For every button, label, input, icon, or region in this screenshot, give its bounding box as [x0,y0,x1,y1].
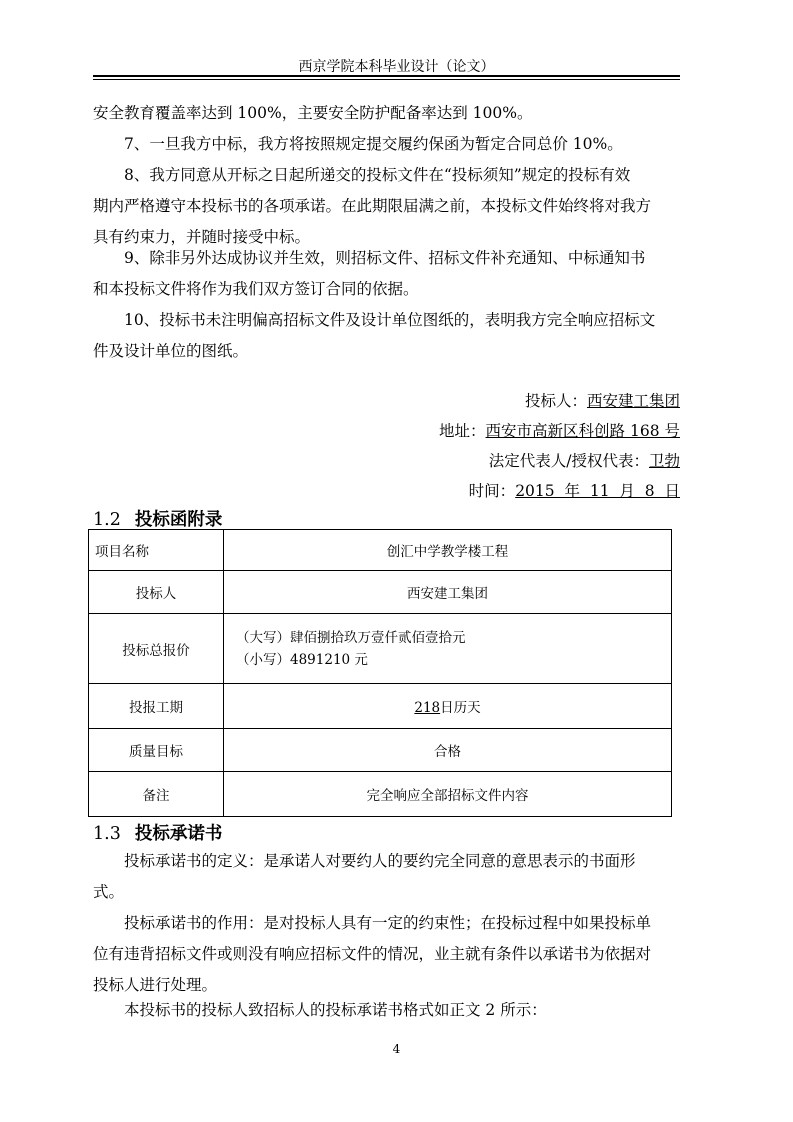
paragraph-item-10 [93,305,680,367]
row-value: 完全响应全部招标文件内容 [224,772,672,817]
table-row [89,684,672,729]
paragraph-line: 投标承诺书的定义：是承诺人对要约人的要约完全同意的意思表示的书面形 [124,852,636,870]
paragraph-line: 和本投标文件将作为我们双方签订合同的依据。 [93,280,419,298]
paragraph-safety [93,98,680,129]
row-label: 质量目标 [89,729,224,772]
section-number: 1.3 [93,824,121,844]
table-row [89,571,672,614]
signature-representative [489,449,680,471]
paragraph-line: 位有违背招标文件或则没有响应招标文件的情况，业主就有条件以承诺书为依据对 [93,945,652,963]
row-value: 西安建工集团 [224,571,672,614]
paragraph-item-7 [93,129,680,160]
representative-name: 卫勃 [648,452,680,470]
signature-address [439,419,680,441]
section-number: 1.2 [93,510,121,530]
paragraph-line: 式。 [93,883,125,901]
paragraph-line: 投标承诺书的作用：是对投标人具有一定的约束性；在投标过程中如果投标单 [124,914,652,932]
section-title: 投标承诺书 [134,824,223,844]
header-rule-thin [93,79,680,80]
paragraph-line: 本投标书的投标人致招标人的投标承诺书格式如正文 2 所示： [124,1001,547,1019]
bidder-label: 投标人： [524,392,587,410]
paragraph-function [93,908,680,1001]
row-value: 创汇中学教学楼工程 [224,530,672,571]
paragraph-line: 期内严格遵守本投标书的各项承诺。在此期限届满之前，本投标文件始终将对我方 [93,197,652,215]
row-label: 项目名称 [89,530,224,571]
paragraph-item-8 [93,160,680,253]
duration-number: 218 [414,700,441,716]
paragraph-line: 具有约束力，并随时接受中标。 [93,228,311,246]
row-value [224,614,672,684]
signature-date [469,479,680,501]
section-title: 投标函附录 [134,510,223,530]
address-label: 地址： [439,422,486,440]
date-label: 时间： [468,482,516,500]
paragraph-line: 8、我方同意从开标之日起所递交的投标文件在“投标须知”规定的投标有效 [124,166,631,184]
row-label: 投标总报价 [89,614,224,684]
running-header: 西京学院本科毕业设计（论文） [298,59,495,75]
table-row [89,729,672,772]
row-label: 备注 [89,772,224,817]
paragraph-line: 安全教育覆盖率达到 100%，主要安全防护配备率达到 100%。 [93,104,533,122]
paragraph-item-9 [93,243,680,305]
duration-suffix: 日历天 [440,700,481,716]
signature-bidder [525,389,680,411]
row-label: 投报工期 [89,684,224,729]
price-lowercase: （小写）4891210 元 [236,651,368,668]
row-value: 合格 [224,729,672,772]
address-value: 西安市高新区科创路 168 号 [485,422,680,440]
paragraph-format-note [93,995,680,1026]
section-heading-1-2 [93,506,222,531]
paragraph-line: 9、除非另外达成协议并生效，则招标文件、招标文件补充通知、中标通知书 [124,249,646,267]
representative-label: 法定代表人/授权代表： [488,452,649,470]
section-heading-1-3 [93,820,222,845]
paragraph-line: 7、一旦我方中标，我方将按照规定提交履约保函为暂定合同总价 10%。 [124,135,623,153]
paragraph-definition [93,846,680,908]
table-row [89,614,672,684]
bidder-name: 西安建工集团 [586,392,680,410]
price-uppercase: （大写）肆佰捌拾玖万壹仟贰佰壹拾元 [236,629,466,646]
table-row [89,530,672,571]
header-rule-thick [93,75,680,77]
table-row [89,772,672,817]
paragraph-line: 件及设计单位的图纸。 [93,342,249,360]
paragraph-line: 投标人进行处理。 [93,976,218,994]
row-value [224,684,672,729]
page-number: 4 [392,1042,401,1056]
row-label: 投标人 [89,571,224,614]
bid-appendix-table [88,529,672,817]
date-value: 2015 年 11 月 8 日 [515,482,680,500]
paragraph-line: 10、投标书未注明偏高招标文件及设计单位图纸的，表明我方完全响应招标文 [124,311,656,329]
